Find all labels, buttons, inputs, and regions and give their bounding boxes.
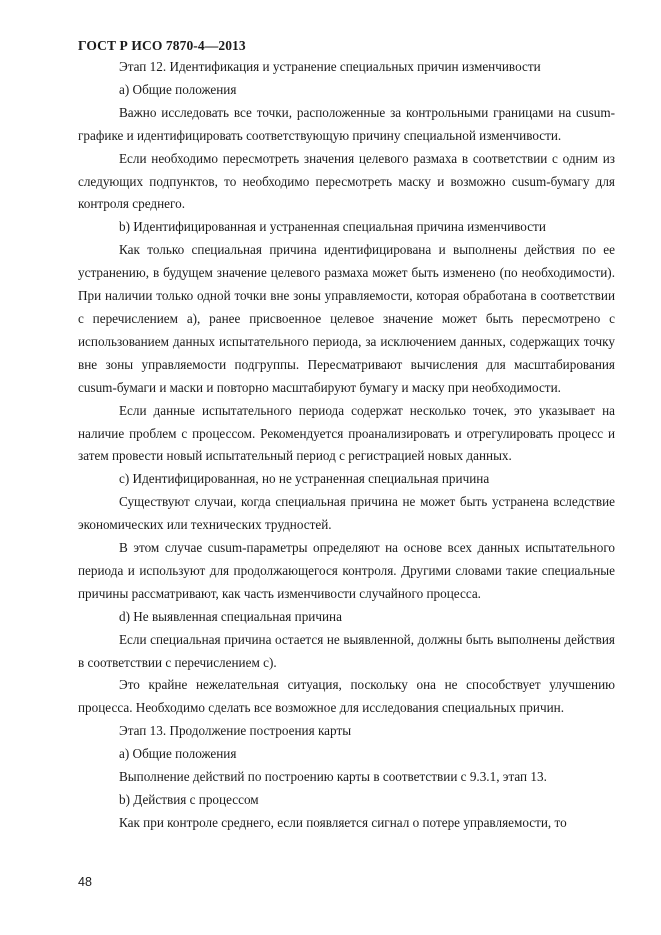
paragraph: В этом случае cusum-параметры определяют на основе всех данных испытательного периода и используют для продолжающегося контроля. Другими словами такие специальные причины рассматривают, как часть изменчивости случайного процесса. <box>78 540 615 601</box>
paragraph: Если специальная причина остается не выявленной, должны быть выполнены действия в соответствии с перечислением c). <box>78 631 615 670</box>
subsection-b-heading: b) Действия с процессом <box>119 792 259 807</box>
subsection-b-heading: b) Идентифицированная и устраненная специальная причина изменчивости <box>119 219 546 235</box>
stage-13-heading: Этап 13. Продолжение построения карты <box>119 723 352 739</box>
subsection-a-heading: a) Общие положения <box>119 746 237 762</box>
standard-header: ГОСТ Р ИСО 7870-4—2013 <box>78 38 246 53</box>
paragraph: Это крайне нежелательная ситуация, поскольку она не способствует улучшению процесса. Необходимо сделать все возможное для исследования специальных причин. <box>78 677 615 716</box>
page-number: 48 <box>78 875 92 889</box>
paragraph: Если необходимо пересмотреть значения целевого размаха в соответствии с одним из следующих подпунктов, то необходимо пересмотреть маску и возможно cusum-бумагу для контроля среднего. <box>78 150 615 212</box>
subsection-c-heading: c) Идентифицированная, но не устраненная специальная причина <box>119 471 490 487</box>
subsection-d-heading: d) Не выявленная специальная причина <box>119 608 342 624</box>
paragraph: Важно исследовать все точки, расположенные за контрольными границами на cusum-графике и идентифицировать соответствующую причину специальной изменчивости. <box>78 104 615 143</box>
paragraph: Как при контроле среднего, если появляется сигнал о потере управляемости, то <box>119 814 567 830</box>
stage-12-heading: Этап 12. Идентификация и устранение специальных причин изменчивости <box>119 59 541 74</box>
paragraph: Если данные испытательного периода содержат несколько точек, это указывает на наличие проблем с процессом. Рекомендуется проанализировать и отрегулировать процесс и затем провести новый испытательный период с регистрацией новых данных. <box>78 402 615 464</box>
subsection-a-heading: a) Общие положения <box>119 81 237 97</box>
paragraph: Как только специальная причина идентифицирована и выполнены действия по ее устранению, в будущем значение целевого размаха может быть изменено (по необходимости). При наличии только одной точки вне зоны управляемости, которая обработана в соответствии с перечислением a), ранее присвоенное целевое значение может быть пересмотрено с использованием данных испытательного периода, за исключением данных, содержащих точку вне зоны управляемости подгруппы. Пересматривают вычисления для масштабирования cusum-бумаги и маски и повторно масштабируют бумагу и маску при необходимости. <box>78 242 615 395</box>
paragraph: Существуют случаи, когда специальная причина не может быть устранена вследствие экономических или технических трудностей. <box>78 494 615 533</box>
paragraph: Выполнение действий по построению карты в соответствии с 9.3.1, этап 13. <box>119 769 547 785</box>
document-body <box>78 56 615 835</box>
